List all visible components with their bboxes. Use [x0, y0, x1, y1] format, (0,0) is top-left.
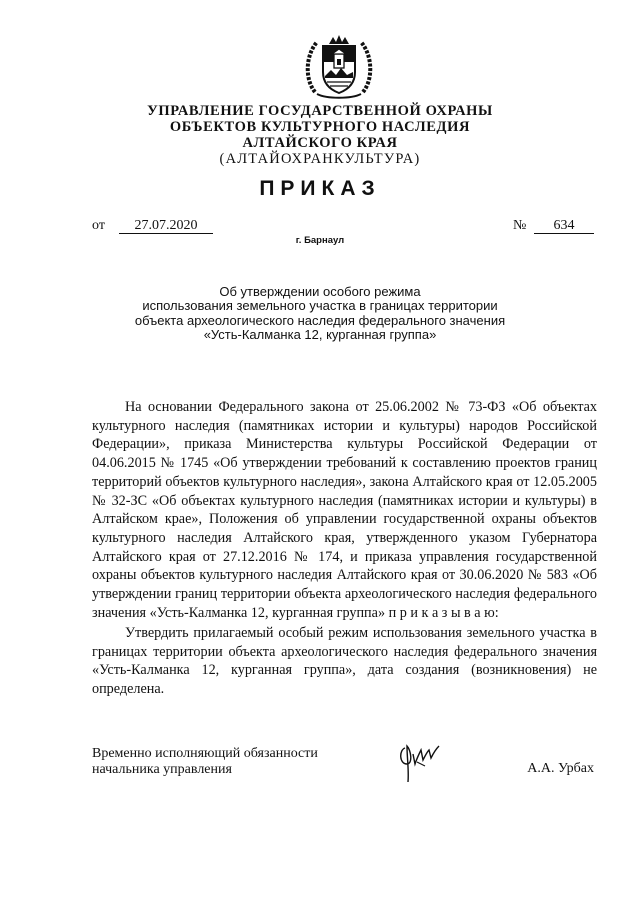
subject-line-3: объекта археологического наследия федерального значения: [134, 312, 506, 328]
document-subject: [100, 285, 540, 342]
number-prefix: №: [513, 218, 527, 233]
city-label: г. Барнаул: [295, 235, 345, 246]
altai-krai-coat-of-arms-icon: [303, 32, 375, 100]
body-paragraph-order: Утвердить прилагаемый особый режим использования земельного участка в границах территории объекта археологического наследия федерального значения «Усть-Калманка 12, курганная группа», дата создания (возникновения) не определена.: [92, 625, 597, 698]
date-prefix: от: [92, 218, 105, 233]
subject-line-2: использования земельного участка в границах территории: [142, 298, 498, 314]
organization-name-line-1: УПРАВЛЕНИЕ ГОСУДАРСТВЕННОЙ ОХРАНЫ: [147, 103, 493, 119]
signatory-position-line-2: начальника управления: [92, 762, 232, 777]
document-date: 27.07.2020: [119, 218, 213, 234]
document-type-title: ПРИКАЗ: [259, 177, 381, 200]
handwritten-signature-icon: [395, 740, 450, 785]
organization-abbreviation: (АЛТАЙОХРАНКУЛЬТУРА): [219, 151, 421, 167]
subject-line-1: Об утверждении особого режима: [219, 284, 421, 299]
signatory-name: А.А. Урбах: [527, 761, 594, 776]
signatory-position: [92, 746, 318, 778]
organization-name-line-2: ОБЪЕКТОВ КУЛЬТУРНОГО НАСЛЕДИЯ: [169, 119, 471, 135]
body-paragraph-basis: На основании Федерального закона от 25.06.2002 № 73-ФЗ «Об объектах культурного наследия (памятниках истории и культуры) народов Российской Федерации», приказа Министерства культуры Российской Федерации от 04.06.2015 № 1745 «Об утверждении требований к составлению проектов границ территорий объектов культурного наследия», закона Алтайского края от 12.05.2005 № 32-ЗС «Об объектах культурного наследия (памятниках истории и культуры) в Алтайском крае», Положения об управлении государственной охраны объектов культурного наследия Алтайского края, утвержденного указом Губернатора Алтайского края от 27.12.2016 № 174, и приказа управления государственной охраны объектов культурного наследия Алтайского края от 30.06.2020 № 583 «Об утверждении границ территории объекта археологического наследия федерального значения «Усть-Калманка 12, курганная группа» п р и к а з ы в а ю:: [92, 399, 597, 621]
signatory-position-line-1: Временно исполняющий обязанности: [92, 746, 318, 761]
subject-line-4: «Усть-Калманка 12, курганная группа»: [203, 326, 437, 342]
organization-name-line-3: АЛТАЙСКОГО КРАЯ: [242, 135, 398, 151]
document-number: 634: [534, 218, 594, 234]
